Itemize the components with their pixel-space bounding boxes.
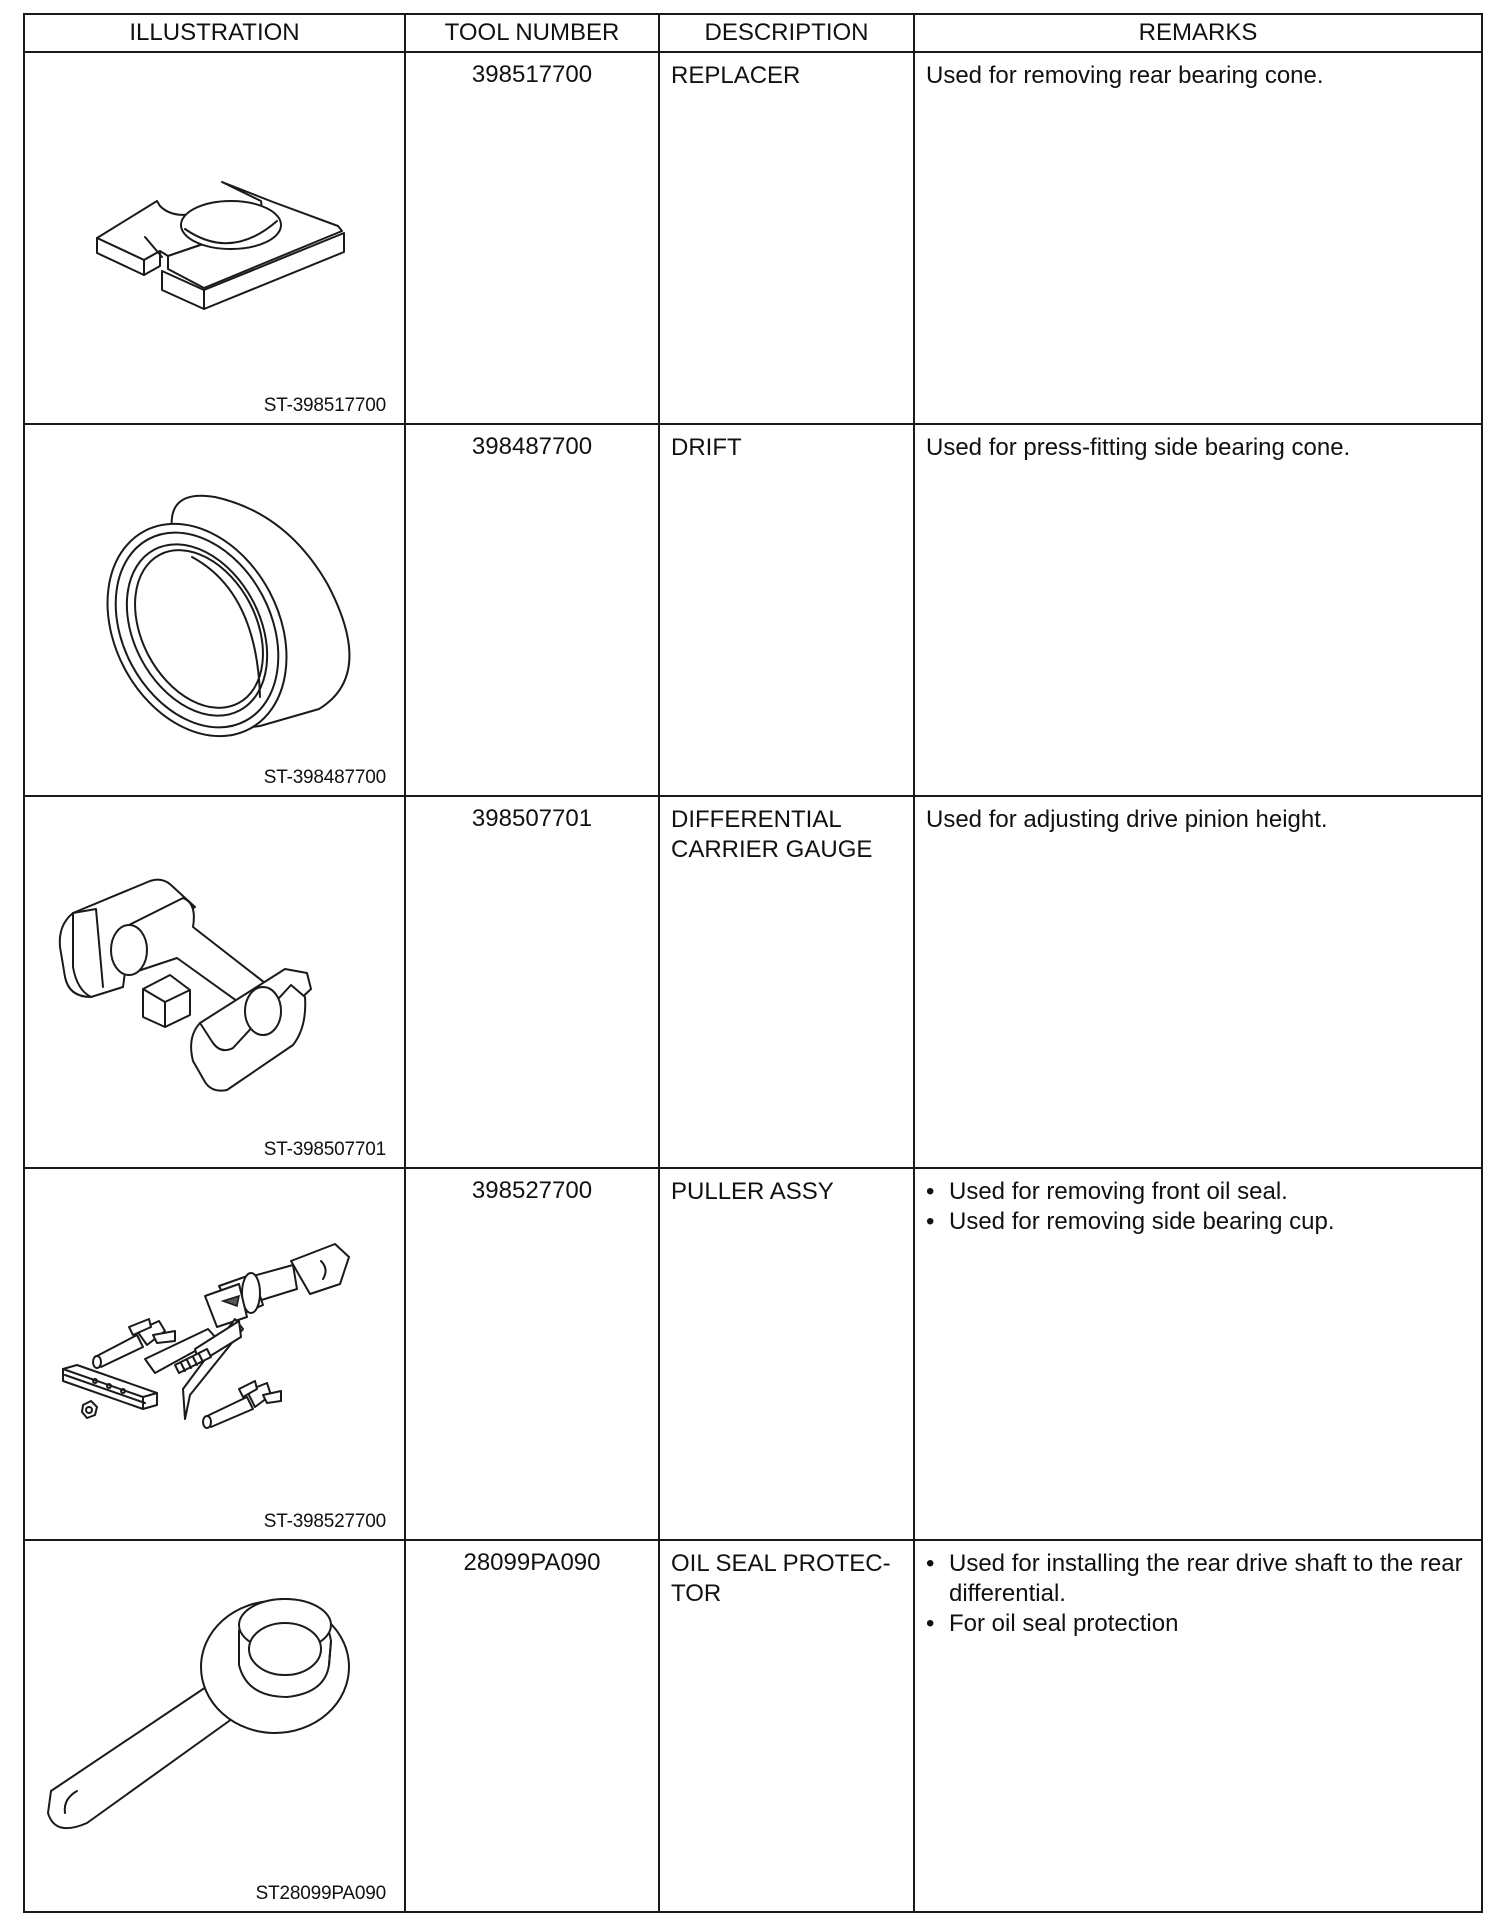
illustration-id: ST-398487700 bbox=[263, 767, 386, 788]
remark-text: Used for removing rear bearing cone. bbox=[926, 62, 1324, 89]
illustration-cell bbox=[24, 1168, 405, 1540]
illustration-cell bbox=[24, 1540, 405, 1912]
remark-bullets bbox=[926, 1177, 1471, 1237]
description-line: OIL SEAL PROTEC- bbox=[671, 1550, 891, 1577]
special-tools-table bbox=[23, 13, 1483, 1913]
remark-bullet: • Used for installing the rear drive shaft to the rear differential. bbox=[926, 1549, 1471, 1609]
illustration-cell bbox=[24, 424, 405, 796]
differential-carrier-gauge-icon bbox=[25, 797, 403, 1127]
table-row bbox=[24, 1540, 1482, 1912]
remark-bullet: • Used for removing side bearing cup. bbox=[926, 1207, 1471, 1237]
table-row bbox=[24, 796, 1482, 1168]
remarks bbox=[914, 52, 1482, 424]
description-line: REPLACER bbox=[671, 62, 801, 89]
header-remarks: REMARKS bbox=[914, 14, 1482, 52]
description-line: DIFFERENTIAL bbox=[671, 806, 842, 833]
tool-number: 398507701 bbox=[405, 796, 659, 1168]
illustration-id: ST28099PA090 bbox=[255, 1883, 386, 1904]
header-illustration: ILLUSTRATION bbox=[24, 14, 405, 52]
remarks bbox=[914, 1168, 1482, 1540]
remark-bullet: • Used for removing front oil seal. bbox=[926, 1177, 1471, 1207]
illustration-id: ST-398507701 bbox=[263, 1139, 386, 1160]
remark-bullets bbox=[926, 1549, 1471, 1639]
table-row bbox=[24, 1168, 1482, 1540]
tool-number: 398487700 bbox=[405, 424, 659, 796]
header-description: DESCRIPTION bbox=[659, 14, 914, 52]
puller-assy-icon bbox=[25, 1169, 403, 1499]
tool-number: 398527700 bbox=[405, 1168, 659, 1540]
table-header-row bbox=[24, 14, 1482, 52]
description-line: TOR bbox=[671, 1580, 722, 1607]
tool-number: 398517700 bbox=[405, 52, 659, 424]
drift-ring-icon bbox=[25, 425, 403, 755]
description-line: CARRIER GAUGE bbox=[671, 836, 873, 863]
oil-seal-protector-icon bbox=[25, 1541, 403, 1871]
description-line: PULLER ASSY bbox=[671, 1178, 834, 1205]
illustration-cell bbox=[24, 796, 405, 1168]
tool-number: 28099PA090 bbox=[405, 1540, 659, 1912]
description-line: DRIFT bbox=[671, 434, 742, 461]
remarks bbox=[914, 796, 1482, 1168]
illustration-cell bbox=[24, 52, 405, 424]
illustration-id: ST-398517700 bbox=[263, 395, 386, 416]
table-row bbox=[24, 52, 1482, 424]
description bbox=[659, 52, 914, 424]
header-tool-number: TOOL NUMBER bbox=[405, 14, 659, 52]
description bbox=[659, 1540, 914, 1912]
replacer-block-icon bbox=[25, 53, 403, 383]
remark-text: Used for press-fitting side bearing cone. bbox=[926, 434, 1351, 461]
description bbox=[659, 1168, 914, 1540]
remarks bbox=[914, 1540, 1482, 1912]
illustration-id: ST-398527700 bbox=[263, 1511, 386, 1532]
description bbox=[659, 424, 914, 796]
remarks bbox=[914, 424, 1482, 796]
remark-text: Used for adjusting drive pinion height. bbox=[926, 806, 1328, 833]
description bbox=[659, 796, 914, 1168]
table-row bbox=[24, 424, 1482, 796]
remark-bullet: • For oil seal protection bbox=[926, 1609, 1471, 1639]
